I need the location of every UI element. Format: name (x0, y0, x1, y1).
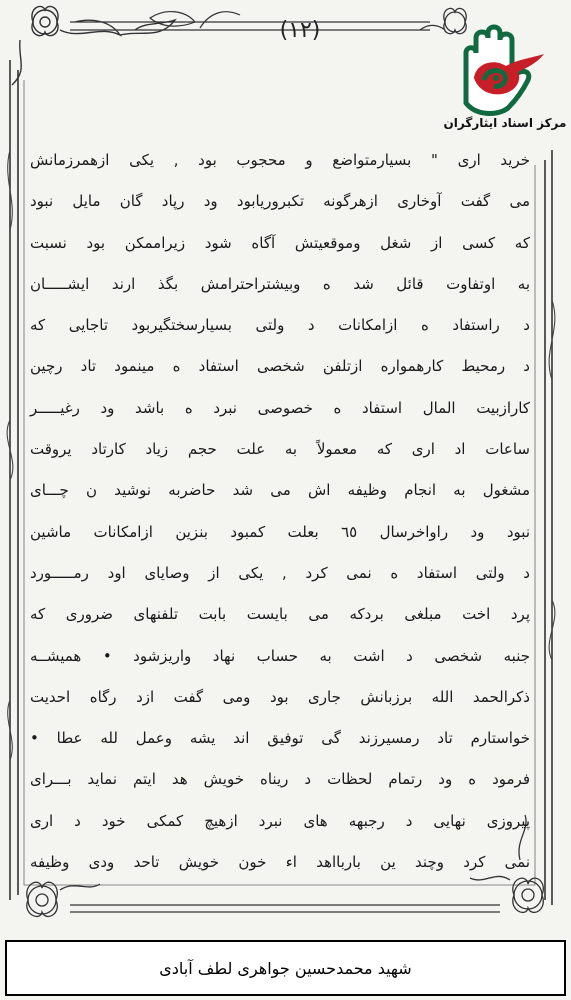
caption-text: شهید محمدحسین جواهری لطف آبادی (159, 958, 412, 978)
page-number: (۱۲) (279, 18, 321, 43)
text-line: نمی کرد وچند ین باربااهد اء خون خویش تاحد ودی وظیفه (30, 853, 530, 872)
text-line: د رمحیط کارهمواره ازتلفن شخصی استفاد ه مینمود تاد رچین (30, 357, 530, 376)
caption-box (5, 940, 566, 996)
body-text (30, 140, 530, 883)
text-line: پرد اخت مبلغی بردکه می بایست بابت تلفنهای ضروری که (30, 605, 530, 624)
text-line: د راستفاد ه ازامکانات د ولتی بسیارسختگیربود تاجایی که (30, 316, 530, 335)
text-line: فرمود ه ود رتمام لحظات د ریناه خویش هد ایتم نماید بـــرای (30, 770, 530, 789)
text-line: خواستارم تاد رمسیرزند گی توفیق اند یشه وعمل لله عطا • (30, 729, 530, 748)
text-line: پیروزی نهایی د رجبهه های نبرد ازهیچ کمکی خود د اری (30, 811, 530, 830)
text-line: ذکرالحمد الله برزبانش جاری بود ومی گفت ازد رگاه احدیت (30, 687, 530, 706)
text-line: که کسی از شغل وموقعیتش آگاه شود زیراممکن بود نسبت (30, 233, 530, 252)
text-line: د ولتی استفاد ه نمی کرد , یکی از وصایای اود رمـــــورد (30, 563, 530, 582)
text-line: مشغول به انجام وظیفه اش می شد حاضربه نوشید ن چـــای (30, 481, 530, 500)
text-line: کارازبیت المال استفاد ه خصوصی نبرد ه باشد ود رغیـــــر (30, 398, 530, 417)
text-line: ساعات اد اری که معمولاً به علت حجم زیاد کارتاد یروقت (30, 440, 530, 459)
text-line: به اوتفاوت قائل شد ه وبیشتراحترامش بگذ ارند ایشـــــان (30, 274, 530, 293)
text-line: خرید اری " بسیارمتواضع و محجوب بود , یکی ازهمرزمانش (30, 151, 530, 169)
text-line: جنبه شخصی د اشت به حساب نهاد واریزشود • همیشــه (30, 646, 530, 665)
text-line: می گفت آوخاری ازهرگونه تکبروریابود ود رپاد گان مایل نبود (30, 192, 530, 211)
flower-ornament-icon (27, 882, 100, 916)
text-line: نبود ود راواخرسال ٦٥ بعلت کمبود بنزین ازامکانات ماشین (30, 522, 530, 541)
logo-caption: مرکز اسناد ایثارگران (443, 116, 567, 130)
leaf-ornament-icon (150, 12, 240, 28)
